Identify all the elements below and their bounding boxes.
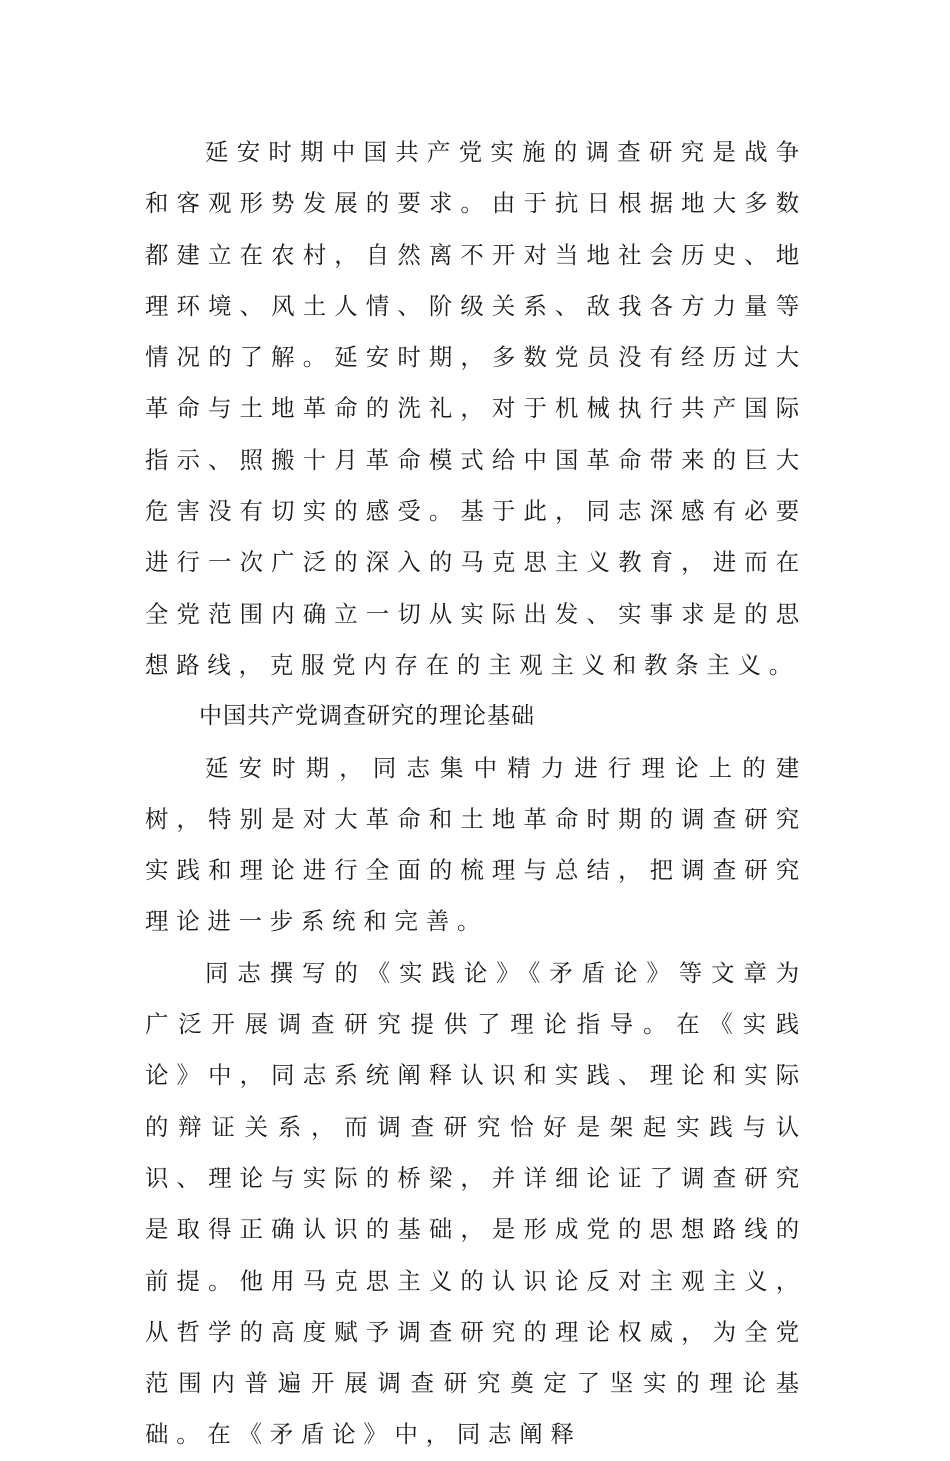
body-paragraph: 同志撰写的《实践论》《矛盾论》等文章为广泛开展调查研究提供了理论指导。在《实践论》中，同志系统阐释认识和实践、理论和实际的辩证关系，而调查研究恰好是架起实践与认识、理论与实际的桥梁，并详细论证了调查研究是取得正确认识的基础，是形成党的思想路线的前提。他用马克思主义的认识论反对主观主义，从哲学的高度赋予调查研究的理论权威，为全党范围内普遍开展调查研究奠定了坚实的理论基础。在《矛盾论》中，同志阐释 [145,958,807,1449]
document-page [145,127,807,1461]
section-heading: 中国共产党调查研究的理论基础 [199,703,535,730]
body-paragraph: 延安时期，同志集中精力进行理论上的建树，特别是对大革命和土地革命时期的调查研究实践和理论进行全面的梳理与总结，把调查研究理论进一步系统和完善。 [145,753,807,936]
body-paragraph: 延安时期中国共产党实施的调查研究是战争和客观形势发展的要求。由于抗日根据地大多数都建立在农村，自然离不开对当地社会历史、地理环境、风土人情、阶级关系、敌我各方力量等情况的了解。延安时期，多数党员没有经历过大革命与土地革命的洗礼，对于机械执行共产国际指示、照搬十月革命模式给中国革命带来的巨大危害没有切实的感受。基于此，同志深感有必要进行一次广泛的深入的马克思主义教育，进而在全党范围内确立一切从实际出发、实事求是的思想路线，克服党内存在的主观主义和教条主义。 [145,138,807,679]
